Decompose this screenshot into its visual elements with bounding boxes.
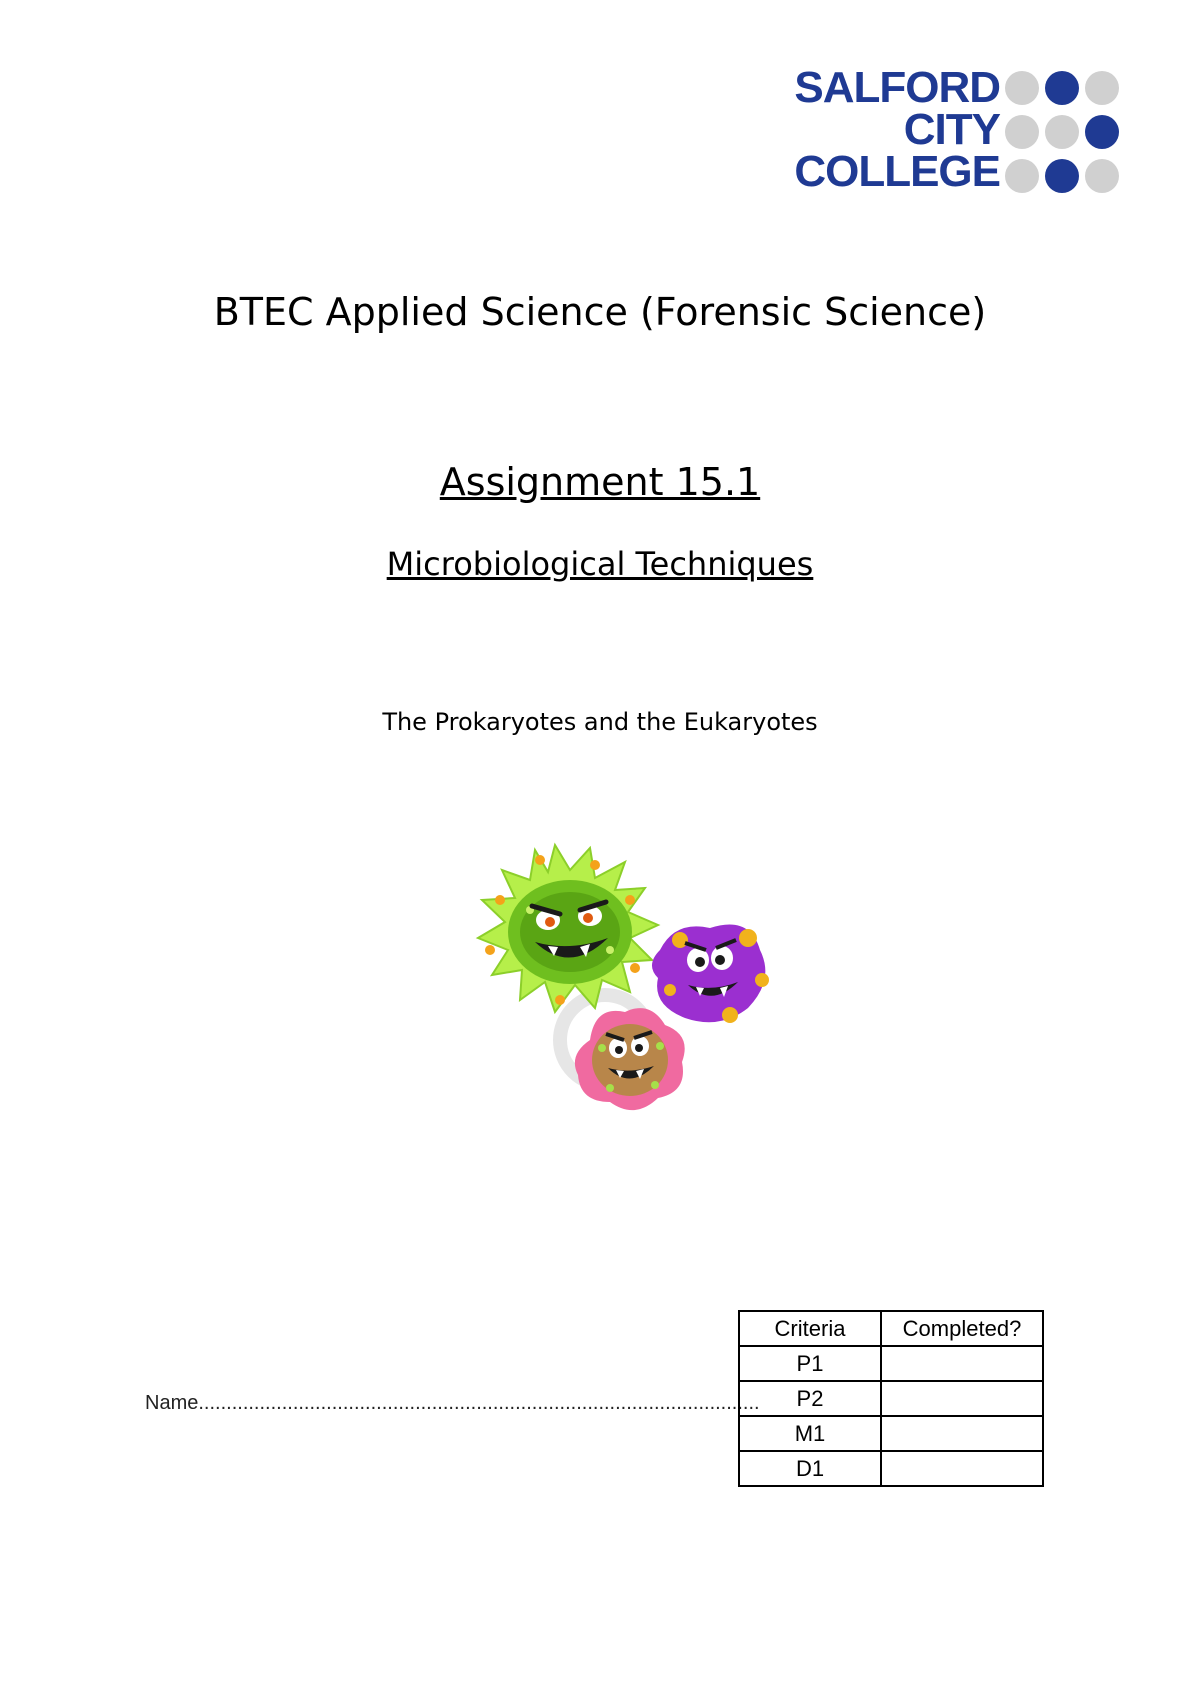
course-title: BTEC Applied Science (Forensic Science) bbox=[213, 290, 987, 334]
criterion-cell: M1 bbox=[739, 1416, 881, 1451]
pink-microbe-icon bbox=[575, 1008, 685, 1110]
college-logo bbox=[794, 63, 1120, 198]
table-row bbox=[739, 1381, 1043, 1416]
criterion-cell: P1 bbox=[739, 1346, 881, 1381]
criterion-cell: D1 bbox=[739, 1451, 881, 1486]
completed-cell[interactable] bbox=[881, 1346, 1043, 1381]
logo-line-1: SALFORD bbox=[794, 63, 1000, 112]
name-dotted-line[interactable]: ..................................................................................................... bbox=[198, 1392, 760, 1414]
completed-cell[interactable] bbox=[881, 1381, 1043, 1416]
logo-line-2: CITY bbox=[903, 105, 1000, 154]
table-row bbox=[739, 1416, 1043, 1451]
logo-dots-icon bbox=[1004, 70, 1120, 194]
completed-header: Completed? bbox=[881, 1311, 1043, 1346]
table-row bbox=[739, 1346, 1043, 1381]
name-field[interactable] bbox=[145, 1392, 760, 1415]
green-microbe-icon bbox=[478, 845, 658, 1012]
purple-microbe-icon bbox=[652, 924, 769, 1023]
name-label: Name bbox=[145, 1392, 199, 1414]
criterion-cell: P2 bbox=[739, 1381, 881, 1416]
table-header-row bbox=[739, 1311, 1043, 1346]
topic-subtitle: The Prokaryotes and the Eukaryotes bbox=[382, 708, 818, 736]
completed-cell[interactable] bbox=[881, 1451, 1043, 1486]
cartoon-microbes-illustration bbox=[430, 840, 810, 1150]
assignment-title: Assignment 15.1 bbox=[439, 460, 761, 504]
completed-cell[interactable] bbox=[881, 1416, 1043, 1451]
logo-line-3: COLLEGE bbox=[794, 147, 1000, 196]
table-row bbox=[739, 1451, 1043, 1486]
subject-title: Microbiological Techniques bbox=[386, 545, 814, 583]
criteria-header: Criteria bbox=[739, 1311, 881, 1346]
criteria-table bbox=[738, 1310, 1044, 1487]
